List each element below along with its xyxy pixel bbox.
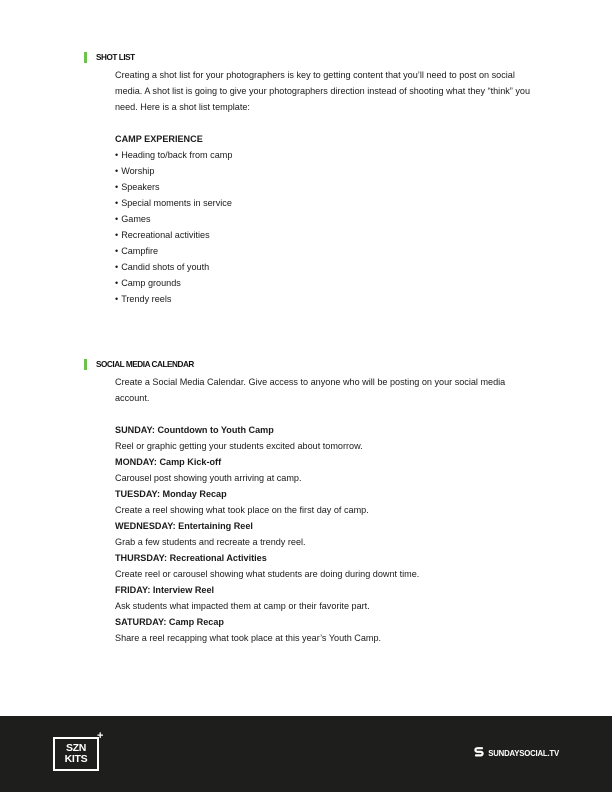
list-item: • Speakers: [115, 179, 535, 195]
site-url: SUNDAYSOCIAL.TV: [488, 748, 559, 758]
shot-list-heading: [84, 51, 135, 63]
list-item: • Camp grounds: [115, 275, 535, 291]
day-text-saturday: Share a reel recapping what took place at this year’s Youth Camp.: [115, 633, 382, 643]
calendar-intro: Create a Social Media Calendar. Give access to anyone who will be posting on your social media account.: [115, 377, 506, 403]
day-label-thursday: THURSDAY: Recreational Activities: [115, 553, 267, 563]
shot-list-items: [115, 147, 535, 307]
list-item: • Candid shots of youth: [115, 259, 535, 275]
list-item: • Games: [115, 211, 535, 227]
calendar-body: [115, 374, 535, 646]
sunday-social-logo-icon: [474, 746, 488, 760]
list-item: • Recreational activities: [115, 227, 535, 243]
accent-bar: [84, 52, 87, 63]
shot-list-body: [115, 67, 535, 307]
shot-list-intro: Creating a shot list for your photographers is key to getting content that you’ll need to post on social media. A shot list is going to give your photographers direction instead of shooting what they “think” you need. Here is a shot list template:: [115, 70, 531, 112]
day-label-wednesday: WEDNESDAY: Entertaining Reel: [115, 521, 253, 531]
list-item: • Trendy reels: [115, 291, 535, 307]
list-item: • Worship: [115, 163, 535, 179]
logo-plus-icon: +: [97, 730, 104, 742]
day-text-sunday: Reel or graphic getting your students excited about tomorrow.: [115, 441, 363, 451]
camp-experience-heading: CAMP EXPERIENCE: [115, 134, 203, 144]
accent-bar: [84, 359, 87, 370]
day-label-saturday: SATURDAY: Camp Recap: [115, 617, 224, 627]
day-label-sunday: SUNDAY: Countdown to Youth Camp: [115, 425, 274, 435]
day-label-friday: FRIDAY: Interview Reel: [115, 585, 215, 595]
list-item: • Heading to/back from camp: [115, 147, 535, 163]
list-item: • Campfire: [115, 243, 535, 259]
site-link[interactable]: [474, 746, 559, 760]
list-item: • Special moments in service: [115, 195, 535, 211]
calendar-title: SOCIAL MEDIA CALENDAR: [96, 359, 194, 369]
day-label-monday: MONDAY: Camp Kick-off: [115, 457, 222, 467]
szn-kits-logo: [53, 737, 99, 771]
day-text-tuesday: Create a reel showing what took place on the first day of camp.: [115, 505, 369, 515]
logo-line-1: SZN: [65, 742, 87, 754]
day-text-thursday: Create reel or carousel showing what students are doing during downt time.: [115, 569, 420, 579]
day-text-friday: Ask students what impacted them at camp or their favorite part.: [115, 601, 370, 611]
calendar-heading: [84, 358, 194, 370]
day-text-monday: Carousel post showing youth arriving at camp.: [115, 473, 302, 483]
logo-line-2: KITS: [64, 753, 88, 765]
footer: [0, 716, 612, 792]
day-label-tuesday: TUESDAY: Monday Recap: [115, 489, 227, 499]
day-text-wednesday: Grab a few students and recreate a trendy reel.: [115, 537, 306, 547]
shot-list-title: SHOT LIST: [96, 52, 135, 62]
